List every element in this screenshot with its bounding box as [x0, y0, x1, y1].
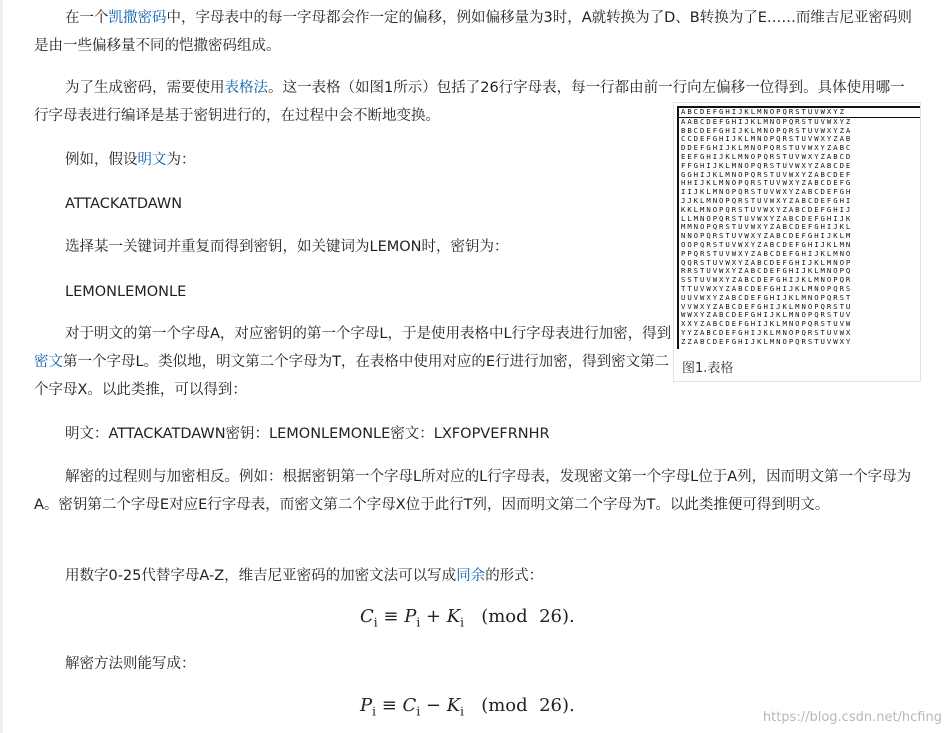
- tabula-row: HHIJKLMNOPQRSTUVWXYZABCDEFG: [681, 179, 853, 188]
- paragraph-result-summary: 明文：ATTACKATDAWN密钥：LEMONLEMONLE密文：LXFOPVEFRNHR: [65, 426, 550, 442]
- formula-decryption: [360, 692, 620, 726]
- text: 为了生成密码，需要使用: [65, 80, 225, 96]
- symbol: K: [446, 606, 461, 627]
- symbol: C: [360, 606, 374, 627]
- text: 中，字母表中的每一字母都会作一定的偏移，例如偏移量为3时，A就转换为了D、B转换为了E……而维吉尼亚密码则是由一些偏移量不同的恺撒密码组成。: [34, 10, 912, 54]
- symbol: +: [425, 606, 441, 627]
- subscript: i: [372, 704, 376, 719]
- symbol: ≡: [383, 606, 399, 627]
- symbol: ≡: [381, 695, 397, 716]
- symbol: K: [446, 695, 461, 716]
- text: 在一个: [65, 10, 109, 26]
- modulus: (mod 26).: [481, 695, 575, 716]
- text: 为：: [166, 152, 196, 168]
- tabula-row: AABCDEFGHIJKLMNOPQRSTUVWXYZ: [681, 117, 853, 126]
- tabula-row: VVWXYZABCDEFGHIJKLMNOPQRSTU: [681, 302, 853, 311]
- text: 对于明文的第一个字母A，对应密钥的第一个字母L，于是使用表格中L行字母表进行加密，得到: [65, 326, 672, 342]
- link-plaintext[interactable]: 明文: [137, 152, 167, 168]
- symbol: C: [402, 695, 417, 716]
- paragraph-caesar-intro: [34, 4, 919, 60]
- tabula-row: FFGHIJKLMNOPQRSTUVWXYZABCDE: [681, 161, 853, 170]
- tabula-row: ZZABCDEFGHIJKLMNOPQRSTUVWXY: [681, 337, 853, 346]
- subscript: i: [416, 615, 421, 630]
- link-ciphertext[interactable]: 密文: [34, 354, 63, 370]
- tabula-row: SSTUVWXYZABCDEFGHIJKLMNOPQR: [681, 276, 853, 285]
- symbol: −: [425, 695, 441, 716]
- paragraph-decryption: 解密的过程则与加密相反。例如：根据密钥第一个字母L所对应的L行字母表，发现密文第一个字母L位于A列，因而明文第一个字母为A。密钥第二个字母E对应E行字母表，而密文第二个字母X位于此行T列，因而明文第二个字母为T。以此类推便可得到明文。: [34, 469, 912, 513]
- text: 用数字0-25代替字母A-Z，维吉尼亚密码的加密文法可以写成: [65, 568, 457, 584]
- tabula-row: IIJKLMNOPQRSTUVWXYZABCDEFGH: [681, 188, 853, 197]
- subscript: i: [416, 704, 421, 719]
- tabula-row: WWXYZABCDEFGHIJKLMNOPQRSTUV: [681, 311, 853, 320]
- key-example: LEMONLEMONLE: [65, 284, 187, 300]
- tabula-row: NNOPQRSTUVWXYZABCDEFGHIJKLM: [681, 232, 853, 241]
- tabula-row: EEFGHIJKLMNOPQRSTUVWXYZABCD: [681, 152, 853, 161]
- tabula-row: LLMNOPQRSTUVWXYZABCDEFGHIJK: [681, 214, 853, 223]
- paragraph-encryption-steps: [34, 320, 672, 404]
- tabula-row: RRSTUVWXYZABCDEFGHIJKLMNOPQ: [681, 267, 853, 276]
- tabula-row: QQRSTUVWXYZABCDEFGHIJKLMNOP: [681, 258, 853, 267]
- subscript: i: [373, 615, 378, 630]
- paragraph-key-intro: 选择某一关键词并重复而得到密钥，如关键词为LEMON时，密钥为：: [65, 239, 509, 255]
- text: 例如，假设: [65, 152, 138, 168]
- tabula-recta-image: [677, 106, 920, 349]
- content-left-border: [0, 0, 3, 733]
- figure-caption: 图1.表格: [682, 361, 734, 376]
- plaintext-example: ATTACKATDAWN: [65, 196, 183, 212]
- symbol: P: [404, 606, 417, 627]
- formula-encryption: [360, 603, 620, 637]
- tabula-row: MMNOPQRSTUVWXYZABCDEFGHIJKL: [681, 223, 853, 232]
- figure-tabula-recta: [673, 102, 921, 382]
- tabula-row: YYZABCDEFGHIJKLMNOPQRSTUVWX: [681, 328, 853, 337]
- text: 的形式：: [485, 568, 544, 584]
- subscript: i: [460, 615, 465, 630]
- tabula-row: XXYZABCDEFGHIJKLMNOPQRSTUVW: [681, 320, 853, 329]
- subscript: i: [460, 704, 465, 719]
- tabula-row: TTUVWXYZABCDEFGHIJKLMNOPQRS: [681, 284, 853, 293]
- watermark: https://blog.csdn.net/hcfing: [762, 710, 942, 725]
- text: 。这一表格（如图1所示）包括了26行字母表，每一行都由前一行向左偏移一位得到。具体使用哪一行字母表进行编译是基于密钥进行的，在过程中会不断地变换。: [34, 80, 905, 124]
- paragraph-decryption-form: 解密方法则能写成：: [65, 656, 196, 672]
- text: 第一个字母L。类似地，明文第二个字母为T，在表格中使用对应的E行进行加密，得到密文第二个字母X。以此类推，可以得到：: [34, 354, 670, 398]
- link-congruence[interactable]: 同余: [456, 568, 486, 584]
- tabula-row: BBCDEFGHIJKLMNOPQRSTUVWXYZA: [681, 126, 853, 135]
- tabula-row: GGHIJKLMNOPQRSTUVWXYZABCDEF: [681, 170, 853, 179]
- symbol: P: [360, 695, 373, 716]
- link-tabula-method[interactable]: 表格法: [224, 80, 268, 96]
- paragraph-modular-form: [34, 562, 919, 590]
- modulus: (mod 26).: [481, 606, 575, 627]
- tabula-row: PPQRSTUVWXYZABCDEFGHIJKLMNO: [681, 249, 853, 258]
- tabula-row: CCDEFGHIJKLMNOPQRSTUVWXYZAB: [681, 135, 853, 144]
- tabula-row: UUVWXYZABCDEFGHIJKLMNOPQRST: [681, 293, 853, 302]
- link-caesar-cipher[interactable]: 凯撒密码: [108, 10, 167, 26]
- paragraph-plaintext-intro: [34, 146, 672, 174]
- tabula-header-row: ABCDEFGHIJKLMNOPQRSTUVWXYZ: [679, 108, 920, 118]
- tabula-row: DDEFGHIJKLMNOPQRSTUVWXYZABC: [681, 144, 853, 153]
- tabula-row: JJKLMNOPQRSTUVWXYZABCDEFGHI: [681, 196, 853, 205]
- tabula-row: OOPQRSTUVWXYZABCDEFGHIJKLMN: [681, 240, 853, 249]
- tabula-row: KKLMNOPQRSTUVWXYZABCDEFGHIJ: [681, 205, 853, 214]
